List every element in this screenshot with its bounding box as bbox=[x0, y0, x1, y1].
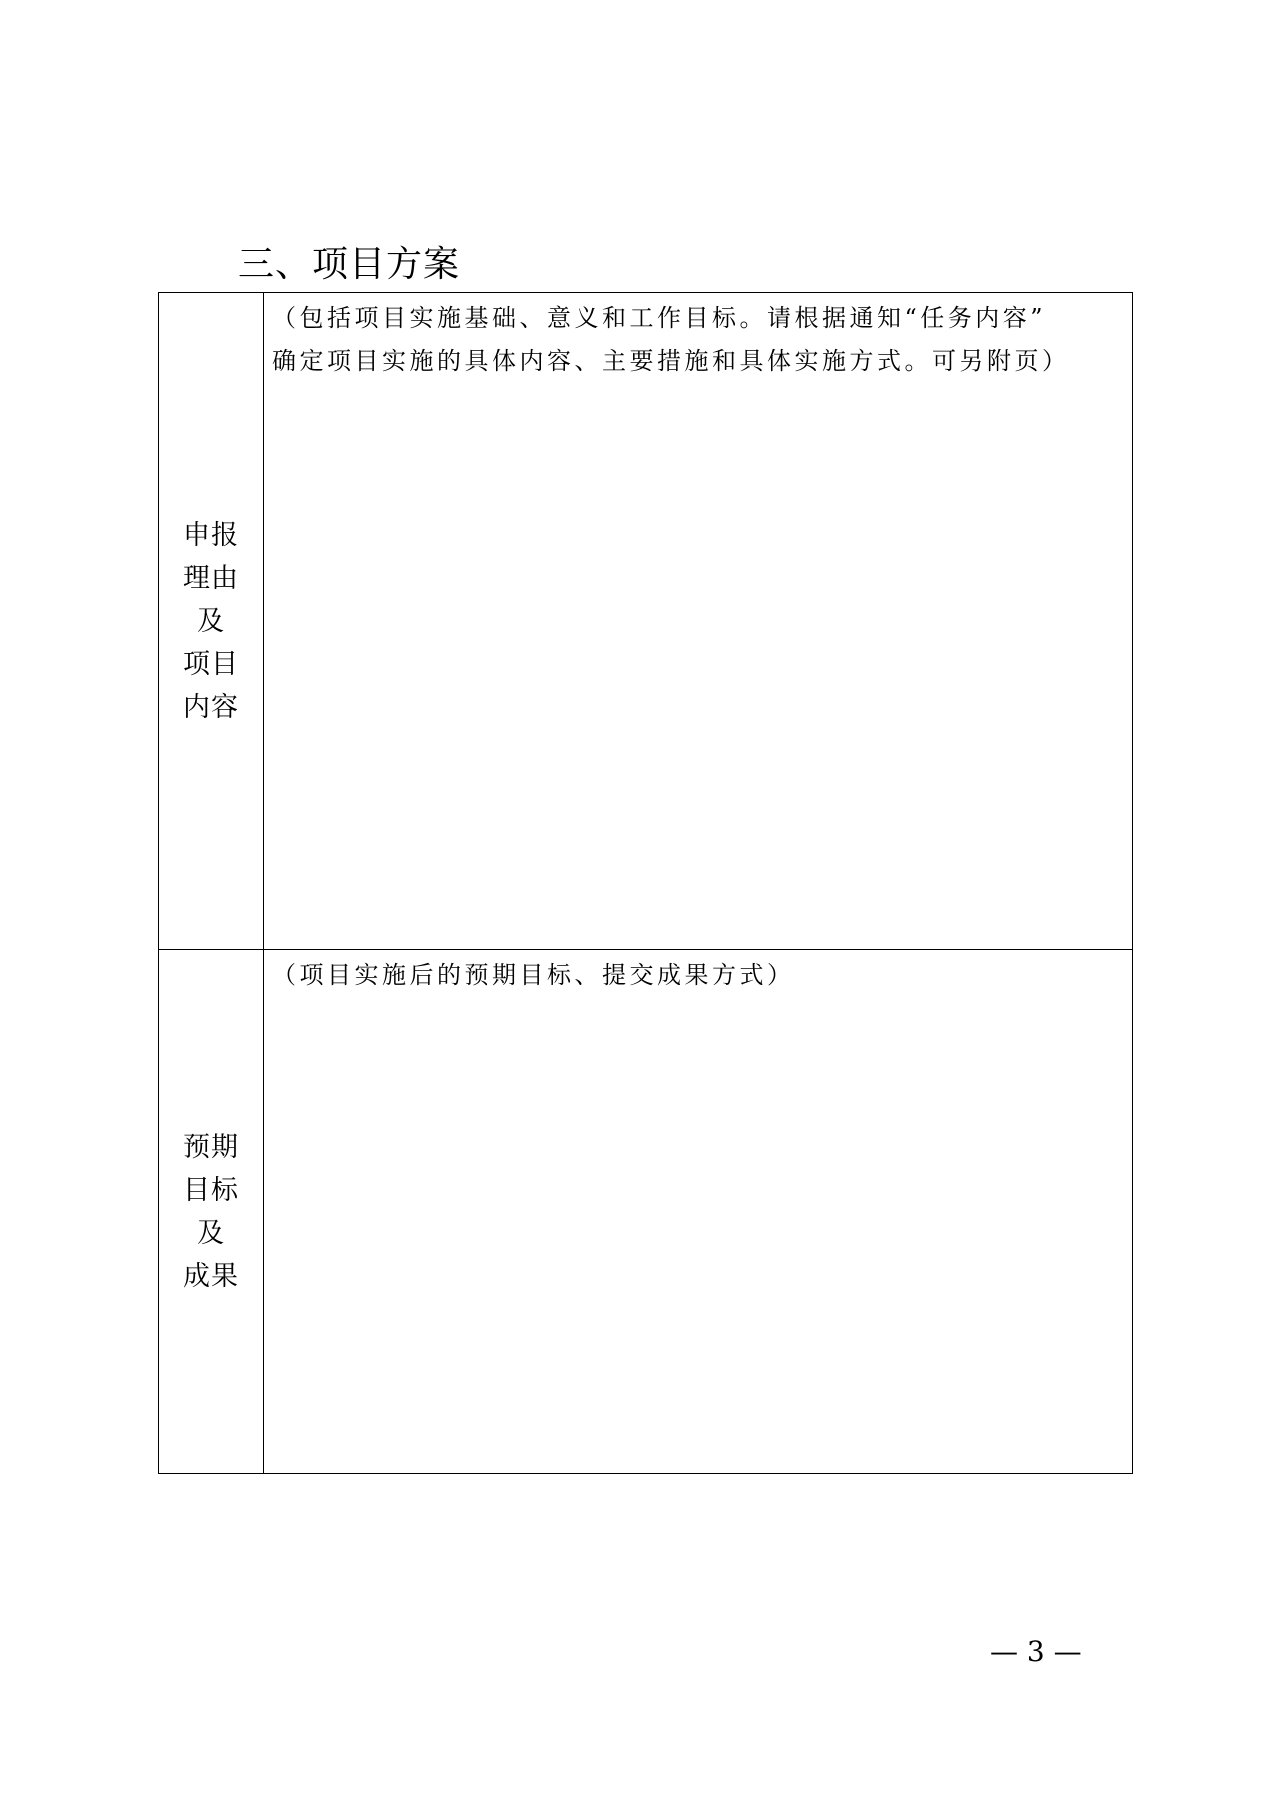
table-row-expected-goals bbox=[159, 950, 1133, 1474]
hint-line: （包括项目实施基础、意义和工作目标。请根据通知“任务内容” bbox=[272, 304, 1047, 332]
content-cell-expected-goals[interactable] bbox=[264, 950, 1133, 1474]
project-plan-table bbox=[158, 292, 1133, 1474]
hint-line: 确定项目实施的具体内容、主要措施和具体实施方式。可另附页） bbox=[272, 347, 1070, 375]
hint-line: （项目实施后的预期目标、提交成果方式） bbox=[272, 961, 795, 989]
row-label-cell bbox=[159, 950, 264, 1474]
content-cell-application-reason[interactable] bbox=[264, 293, 1133, 950]
section-title: 三、项目方案 bbox=[238, 244, 461, 285]
page-number: — 3 — bbox=[990, 1635, 1082, 1668]
row-label-application-reason: 申报 理由 及 项目 内容 bbox=[183, 519, 239, 723]
table-row-application-reason bbox=[159, 293, 1133, 950]
row-label-cell bbox=[159, 293, 264, 950]
row-label-expected-goals: 预期 目标 及 成果 bbox=[183, 1131, 239, 1292]
